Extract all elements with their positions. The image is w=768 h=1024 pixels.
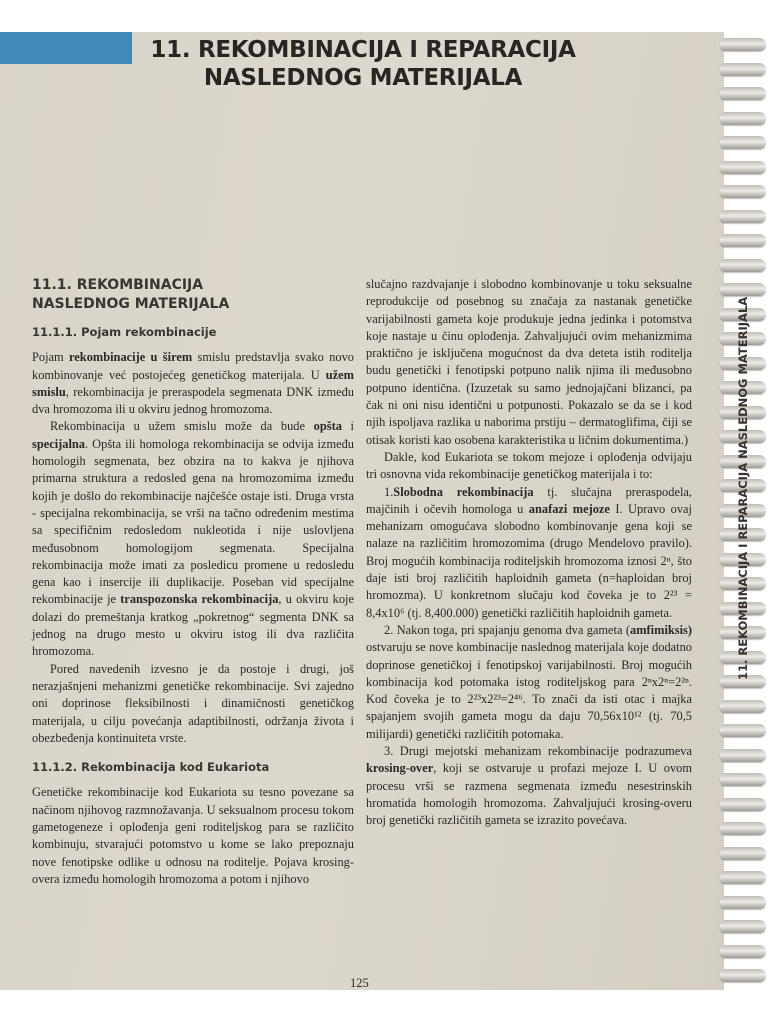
chapter-color-bar [0,32,132,64]
text-run: 1. [384,484,394,499]
binding-ring [720,283,766,296]
chapter-title-line-1: 11. REKOMBINACIJA I REPARACIJA [150,37,576,63]
text-run: I. Upravo ovaj mehanizam omogućava slobodno kombinovanje gena koji se nalaze na različitim hromozomima (drugo Mendelovo pravilo). Broj mogućih kombinacija roditeljskih hromozoma iznosi 2ⁿ, što daje isti broj različitih haploidnih gameta (n=haploidan broj hromozma). U konkretnom slučaju kod čoveka je to 2²³ = 8,4x10⁶ (tj. 8,400.000) genetički različitih haploidnih gameta. [366,501,692,620]
text-run: Pored navedenih izvesno je da postoje i drugi, još nerazjašnjeni mehanizmi genetičke rekombinacije. Svi zajedno oni doprinose fleksibilnosti i dinamičnosti genetičkog materijala, u cilju povećanja adaptibilnosti, održanja života i obezbeđenja kontinuiteta vrste. [32,661,354,745]
section-heading-line-2: NASLEDNOG MATERIJALA [32,296,230,312]
book-page [0,32,734,990]
text-run: Genetičke rekombinacije kod Eukariota su tesno povezane sa načinom njihovog razmnožavanja. U seksualnom procesu tokom gametogeneze i oplođenja geni roditeljskog para se različito kombinuju, stvarajući potomstvo u kome se lako prepoznaju nove fenotipske odlike u odnosu na roditelje. Pojava krosing-overa između homologih hromozoma a potom i njihovo [32,785,354,886]
bold-term: amfimiksis) [630,622,692,637]
paragraph [366,276,692,449]
text-run: Rekombinacija u užem smislu može da bude [50,419,314,434]
chapter-title [128,36,598,92]
text-run: smislu predstavlja svako novo kombinovanje već postojećeg genetičkog materijala. U [32,350,355,382]
page-number: 125 [350,976,369,990]
bold-term: anafazi mejoze [528,501,610,516]
binding-ring [720,847,766,860]
paragraph [366,743,692,829]
text-run: i [341,419,354,434]
binding-ring [720,161,766,174]
paragraph [366,484,692,622]
text-run: , koji se ostvaruje u profazi mejoze I. U ovom procesu vrši se razmena segmenata između nesestrinskih hromatida homologih hromozoma. Zahvaljujući krosing-overu broj genetički različitih gameta se izrazito povećava. [366,761,692,828]
binding-ring [720,210,766,223]
binding-ring [720,920,766,933]
text-run: , rekombinacija je preraspodela segmenata DNK između dva hromozoma ili u okviru jednog hromozoma. [32,384,354,417]
binding-ring [720,259,766,272]
text-run: Dakle, kod Eukariota se tokom mejoze i oplođenja odvijaju tri osnovna vida rekombinacije genetičkog materijala i to: [366,449,692,482]
bold-term: transpozonska rekombinacija [120,592,279,607]
text-run: ostvaruju se nove kombinacije naslednog materijala koje dodatno doprinose genetičkoj i fenotipskoj varijabilnosti. Broj mogućih kombinacija kod potomaka istog roditeljskog para 2ⁿx2ⁿ=2²ⁿ. Kod čoveka je to 2²³x2²³=2⁴⁶. To znači da isti otac i majka spajanjem svojih gameta mogu da daju 70,56x10¹² (tj. 70,5 milijardi) genetički različitih potomaka. [366,640,692,741]
binding-ring [720,969,766,982]
binding-ring [720,63,766,76]
binding-ring [720,773,766,786]
paragraph [32,784,354,888]
paragraph [32,661,354,747]
right-column [366,276,692,830]
binding-ring [720,724,766,737]
text-run: 3. Drugi mejotski mehanizam rekombinacije podrazumeva [384,744,692,759]
bold-term: specijalna [32,436,86,451]
binding-ring [720,749,766,762]
bold-term: opšta [313,419,342,434]
text-run: tj. slučajna preraspodela, majčinih i očevih homologa u [366,484,692,516]
paragraph [366,622,692,743]
text-run: 2. Nakon toga, pri spajanju genoma dva gameta ( [384,622,631,637]
text-run: , u okviru koje dolazi do premeštanja kratkog „pokretnog“ segmenta DNK sa jednog na drugo mesto u okviru istog ili dva različita hromozoma. [32,592,354,659]
section-heading-line-1: 11.1. REKOMBINACIJA [32,277,204,293]
text-run: Pojam [32,350,70,365]
binding-ring [720,798,766,811]
binding-ring [720,136,766,149]
left-column [32,276,354,888]
chapter-side-tab: 11. REKOMBINACIJA I REPARACIJA NASLEDNOG MATERIJALA [736,296,750,680]
chapter-title-line-2: NASLEDNOG MATERIJALA [203,65,523,91]
subsection-heading-pojam: 11.1.1. Pojam rekombinacije [32,325,217,339]
paragraph [32,418,354,660]
paragraph [366,449,692,484]
binding-ring [720,234,766,247]
subsection-heading-eukariota: 11.1.2. Rekombinacija kod Eukariota [32,760,270,775]
binding-ring [720,87,766,100]
binding-ring [720,38,766,51]
bold-term: krosing-over [366,761,434,776]
paragraph [32,349,354,418]
binding-ring [720,896,766,909]
bold-term: rekombinacije u širem [69,350,193,365]
bold-term: užem smislu [32,367,354,399]
text-run: . Opšta ili homologa rekombinacija se odvija između homologih segmenata, bez obzira na to kakva je njihova primarna struktura a redosled gena na hromozomima između kojih je došlo do rekombinacije najčešće ostaje isti. Druga vrsta - specijalna rekombinacija, se vrši na tačno određenim mestima sa specifičnim redosledom nukleotida i nije uslovljena međusobnom homologijom segmenata. Specijalna rekombinacija može imati za posledicu promene u redosledu gena kao i insercije ili duplikacije. Poseban vid specijalne rekombinacije je [32,436,354,607]
binding-ring [720,945,766,958]
binding-ring [720,112,766,125]
section-heading [32,276,354,314]
binding-ring [720,871,766,884]
binding-ring [720,822,766,835]
binding-ring [720,700,766,713]
text-run: slučajno razdvajanje i slobodno kombinovanje u toku seksualne reprodukcije od posebnog su značaja za nastanak genetičke varijabilnosti gameta koje produkuje jedna jedinka i potomstva koje nastaje u činu oplođenja. Zahvaljujući ovim mehanizmima praktično je isključena mogućnost da dva deteta istih roditelja budu genetički i fenotipski potpuno nalik njima ili međusobno potpuno identična. (Izuzetak su samo jednojajčani blizanci, pa čak ni oni nisu identični u potpunosti. Pokazalo se da se i kod njih ispoljava razlika u naborima prstiju – dermatoglifima, čiji se otisak koristi kao osobena karakteristika u ličnim dokumentima.) [366,277,692,447]
binding-ring [720,185,766,198]
bold-term: Slobodna rekombinacija [393,484,534,499]
